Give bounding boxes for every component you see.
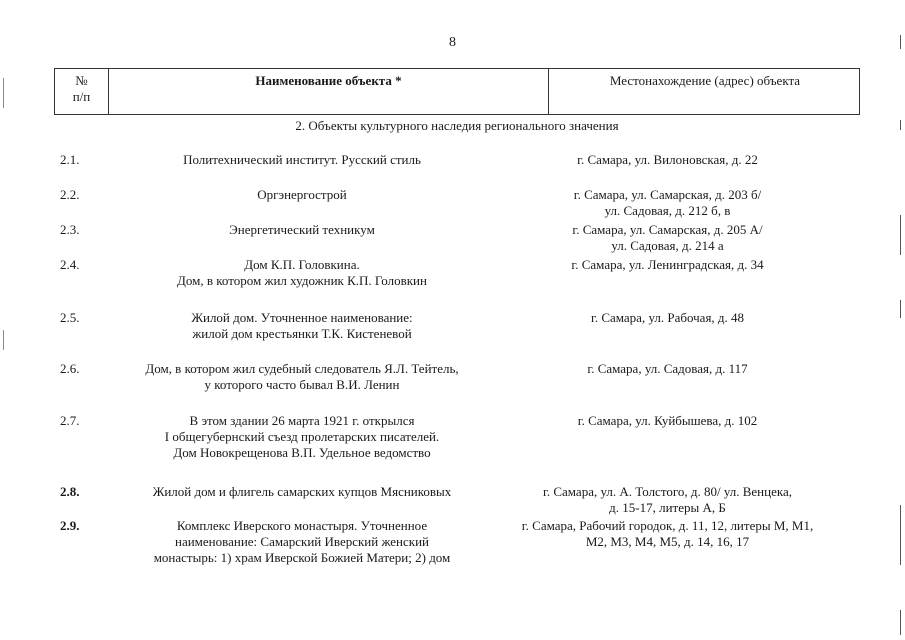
row-name [108,222,496,238]
row-address-line: г. Самара, Рабочий городок, д. 11, 12, литеры М, М1, [521,518,814,533]
row-name-line: у которого часто бывал В.И. Ленин [204,377,400,392]
row-number: 2.8. [60,484,80,499]
row-name [108,257,496,289]
row-name-line: Дом Новокрещенова В.П. Удельное ведомство [173,445,431,460]
row-address [500,310,835,326]
row-address [500,518,835,550]
row-address-line: г. Самара, ул. Самарская, д. 203 б/ [573,187,762,202]
row-name-line: Политехнический институт. Русский стиль [183,152,421,167]
section-title: 2. Объекты культурного наследия регионального значения [295,118,619,133]
row-address-line: ул. Садовая, д. 214 а [611,238,724,253]
row-address-line: г. Самара, ул. Вилоновская, д. 22 [577,152,758,167]
row-name-line: В этом здании 26 марта 1921 г. открылся [189,413,415,428]
right-edge-scan-marks [895,0,901,640]
row-name-line: Дом К.П. Головкина. [244,257,360,272]
row-address-line: г. Самара, ул. А. Толстого, д. 80/ ул. Венцека, [542,484,792,499]
row-name-line: Энергетический техникум [229,222,375,237]
header-col-number-line2: п/п [72,89,91,104]
row-number: 2.9. [60,518,80,533]
header-col-number [55,69,109,114]
row-name [108,310,496,342]
row-address-line: ул. Садовая, д. 212 б, в [604,203,731,218]
row-address [500,413,835,429]
header-col-address: Местонахождение (адрес) объекта [609,73,801,88]
table-header [54,68,860,115]
row-address-line: г. Самара, ул. Садовая, д. 117 [587,361,748,376]
row-number: 2.6. [60,361,80,376]
header-col-number-line1: № [75,73,88,88]
row-address [500,152,835,168]
left-edge-scan-marks [3,0,7,640]
row-address [500,187,835,219]
header-col-name: Наименование объекта * [109,69,549,114]
row-number: 2.7. [60,413,80,428]
row-address [500,222,835,254]
row-address-line: М2, М3, М4, М5, д. 14, 16, 17 [585,534,750,549]
row-name-line: I общегубернский съезд пролетарских писателей. [164,429,440,444]
row-name-line: Жилой дом. Уточненное наименование: [191,310,413,325]
row-address [500,361,835,377]
row-address [500,257,835,273]
row-number: 2.3. [60,222,80,237]
row-name [108,152,496,168]
row-name-line: Оргэнергострой [257,187,347,202]
row-name-line: наименование: Самарский Иверский женский [174,534,430,549]
row-name [108,413,496,461]
row-name-line: жилой дом крестьянки Т.К. Кистеневой [192,326,412,341]
row-name [108,484,496,500]
row-address-line: д. 15-17, литеры А, Б [609,500,726,515]
row-address [500,484,835,516]
row-number: 2.2. [60,187,80,202]
page-number: 8 [449,35,456,50]
row-name [108,518,496,566]
row-name-line: Жилой дом и флигель самарских купцов Мясниковых [152,484,452,499]
row-name-line: Дом, в котором жил судебный следователь Я.Л. Тейтель, [145,361,459,376]
row-name-line: монастырь: 1) храм Иверской Божией Матери; 2) дом [153,550,451,565]
row-address-line: г. Самара, ул. Ленинградская, д. 34 [571,257,764,272]
row-number: 2.1. [60,152,80,167]
row-address-line: г. Самара, ул. Рабочая, д. 48 [590,310,745,325]
row-name [108,361,496,393]
row-number: 2.4. [60,257,80,272]
row-name-line: Комплекс Иверского монастыря. Уточненное [176,518,428,533]
row-number: 2.5. [60,310,80,325]
row-address-line: г. Самара, ул. Куйбышева, д. 102 [577,413,758,428]
row-name-line: Дом, в котором жил художник К.П. Головкин [177,273,427,288]
row-name [108,187,496,203]
row-address-line: г. Самара, ул. Самарская, д. 205 А/ [572,222,763,237]
